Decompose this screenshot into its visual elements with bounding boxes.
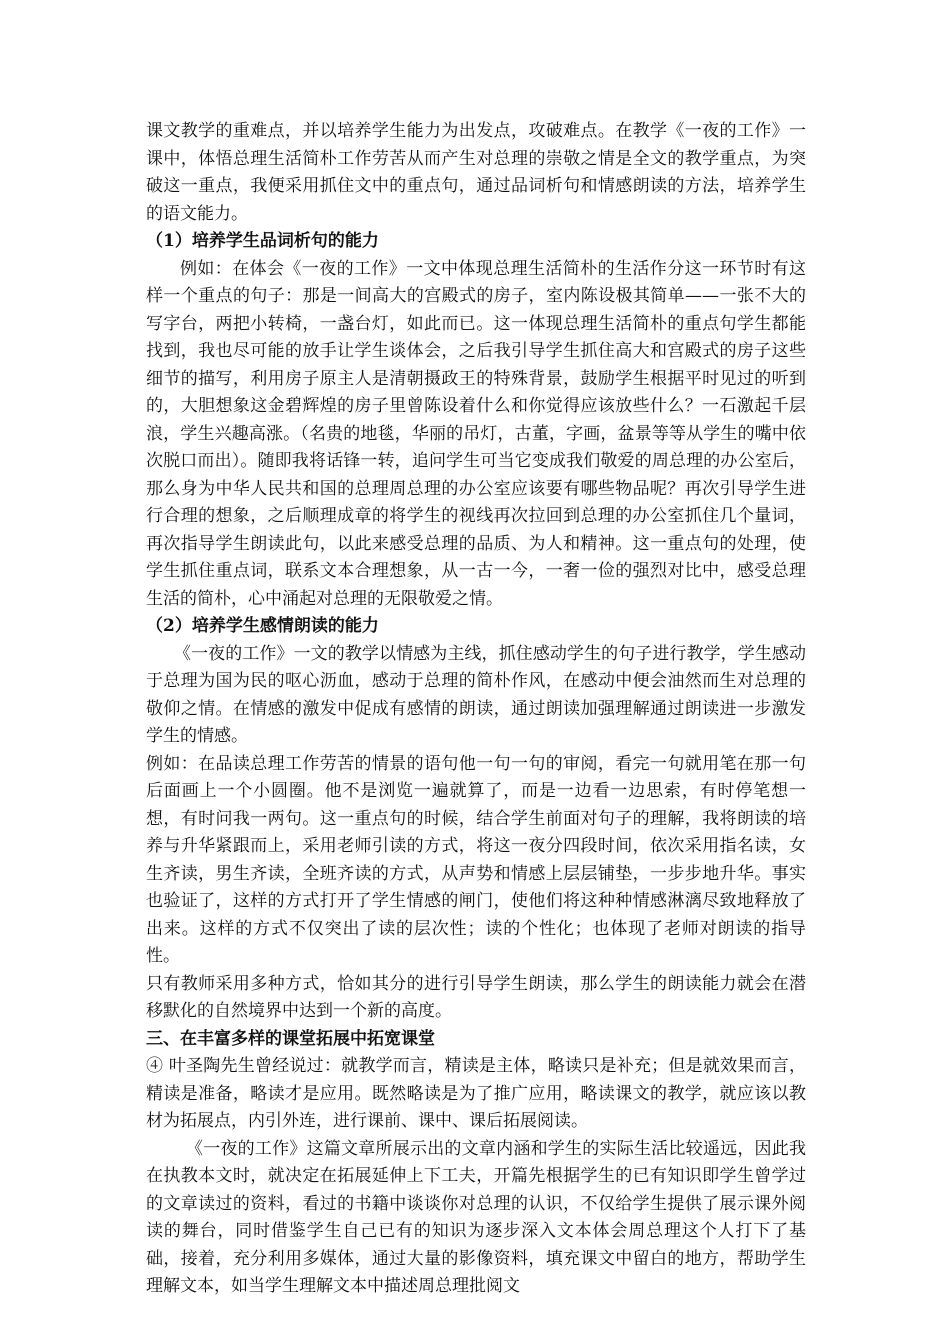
body-paragraph: ④ 叶圣陶先生曾经说过：就教学而言，精读是主体，略读只是补充；但是就效果而言，精读是准备，略读才是应用。既然略读是为了推广应用，略读课文的教学，就应该以教材为拓展点，内引外连，进行课前、课中、课后拓展阅读。 — [146, 1056, 806, 1131]
body-paragraph: 例如：在体会《一夜的工作》一文中体现总理生活简朴的生活作分这一环节时有这样一个重点的句子：那是一间高大的宫殿式的房子，室内陈设极其简单——一张不大的写字台，两把小转椅，一盏台灯，如此而已。这一体现总理生活简朴的重点句学生都能找到，我也尽可能的放手让学生谈体会，之后我引导学生抓住高大和宫殿式的房子这些细节的描写，利用房子原主人是清朝摄政王的特殊背景，鼓励学生根据平时见过的听到的，大胆想象这金碧辉煌的房子里曾陈设着什么和你觉得应该放些什么？一石激起千层浪，学生兴趣高涨。（名贵的地毯，华丽的吊灯，古董，字画，盆景等等从学生的嘴中依次脱口而出）。随即我将话锋一转，追问学生可当它变成我们敬爱的周总理的办公室后，那么身为中华人民共和国的总理周总理的办公室应该要有哪些物品呢？再次引导学生进行合理的想象，之后顺理成章的将学生的视线再次拉回到总理的办公室抓住几个量词，再次指导学生朗读此句，以此来感受总理的品质、为人和精神。这一重点句的处理，使学生抓住重点词，联系文本合理想象，从一古一今，一奢一俭的强烈对比中，感受总理生活的简朴，心中涌起对总理的无限敬爱之情。 — [146, 258, 806, 609]
body-paragraph: 只有教师采用多种方式，恰如其分的进行引导学生朗读，那么学生的朗读能力就会在潜移默化的自然境界中达到一个新的高度。 — [146, 973, 806, 1021]
body-paragraph: 例如：在品读总理工作劳苦的情景的语句他一句一句的审阅，看完一句就用笔在那一句后面画上一个小圆圈。他不是浏览一遍就算了，而是一边看一边思索，有时停笔想一想，有时问我一两句。这一重点句的时候，结合学生前面对句子的理解，我将朗读的培养与升华紧跟而上，采用老师引读的方式，将这一夜分四段时间，依次采用指名读，女生齐读，男生齐读，全班齐读的方式，从声势和情感上层层铺垫，一步步地升华。事实也验证了，这样的方式打开了学生情感的闸门，使他们将这种种情感淋漓尽致地释放了出来。这样的方式不仅突出了读的层次性；读的个性化；也体现了老师对朗读的指导性。 — [146, 753, 806, 966]
body-paragraph: 《一夜的工作》一文的教学以情感为主线，抓住感动学生的句子进行教学，学生感动于总理为国为民的呕心沥血，感动于总理的简朴作风，在感动中便会油然而生对总理的敬仰之情。在情感的激发中促成有感情的朗读，通过朗读加强理解通过朗读进一步激发学生的情感。 — [146, 643, 806, 746]
section-heading: 三、在丰富多样的课堂拓展中拓宽课堂 — [146, 1028, 435, 1049]
section-heading: （2）培养学生感情朗读的能力 — [146, 616, 379, 636]
document-page — [146, 118, 806, 1301]
section-heading: （1）培养学生品词析句的能力 — [146, 231, 379, 251]
body-paragraph: 课文教学的重难点，并以培养学生能力为出发点，攻破难点。在教学《一夜的工作》一课中，体悟总理生活简朴工作劳苦从而产生对总理的崇敬之情是全文的教学重点，为突破这一重点，我便采用抓住文中的重点句，通过品词析句和情感朗读的方法，培养学生的语文能力。 — [146, 121, 806, 224]
body-paragraph: 《一夜的工作》这篇文章所展示出的文章内涵和学生的实际生活比较遥远，因此我在执教本文时，就决定在拓展延伸上下工夫，开篇先根据学生的已有知识即学生曾学过的文章读过的资料，看过的书籍中谈谈你对总理的认识，不仅给学生提供了展示课外阅读的舞台，同时借鉴学生自己已有的知识为逐步深入文本体会周总理这个人打下了基础，接着，充分利用多媒体，通过大量的影像资料，填充课文中留白的地方，帮助学生理解文本，如当学生理解文本中描述周总理批阅文 — [146, 1138, 806, 1296]
